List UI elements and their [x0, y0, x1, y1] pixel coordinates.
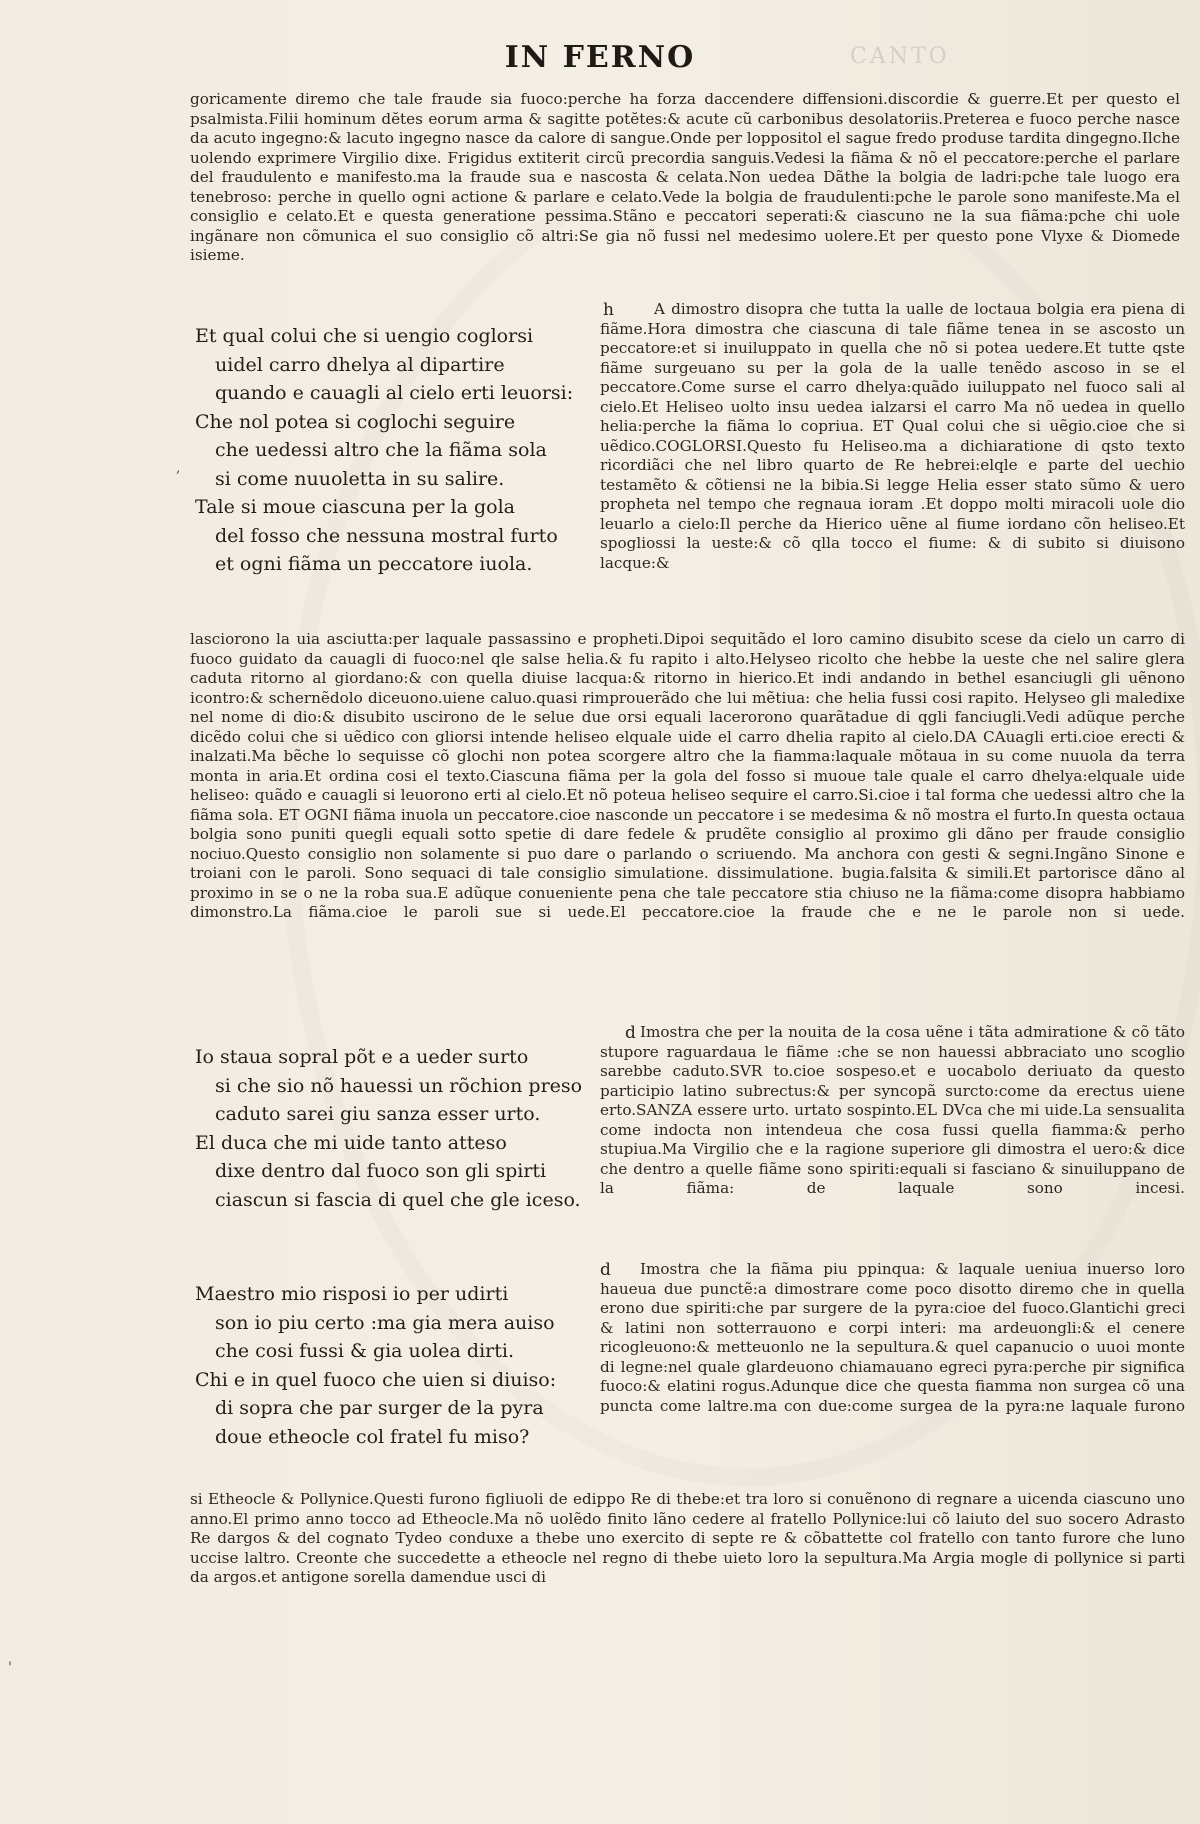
verse-line: si che sio nõ hauessi un rõchion preso: [215, 1074, 583, 1097]
verse-line: Et qual colui che si uengio coglorsi: [195, 325, 534, 347]
verse-line: Che nol potea si coglochi seguire: [195, 410, 516, 433]
verse-block-1: [195, 322, 595, 579]
verse-line: si come nuuoletta in su salire.: [215, 467, 505, 490]
verse-line: che uedessi altro che la fiãma sola: [215, 439, 547, 461]
verse-block-3: [195, 1280, 595, 1451]
verse-block-2: [195, 1043, 595, 1214]
verse-line: ciascun si fascia di quel che gle iceso.: [215, 1188, 581, 1211]
verse-line: doue etheocle col fratel fu miso?: [215, 1425, 530, 1448]
commentary-marker: h: [603, 300, 614, 320]
verse-line: Maestro mio risposi io per udirti: [195, 1283, 509, 1305]
commentary-full-2: si Etheocle & Pollynice.Questi furono figliuoli de edippo Re di thebe:et tra loro si conuẽnono di regnare a uicenda ciascuno uno anno.El primo anno tocco ad Etheocle.Ma nõ uolẽdo finito lãno cedere al fratello Pollynice:lui cõ laiuto del suo socero Adrasto Re dargos & del cognato Tydeo conduxe a thebe uno exercito di septe re & cõbattette col fratello con tanto furore che luno uccise laltro. Creonte che succedette a etheocle nel regno di thebe uieto loro la sepultura.Ma Argia mogle di pollynice si parti da argos.et antigone sorella damendue usci di: [190, 1490, 1185, 1586]
commentary-right-3: Imostra che la fiãma piu ppinqua: & laquale ueniua inuerso loro haueua due punctẽ:a dimostrare come poco disotto diremo che in quella erono due spiriti:che par surgere de la pyra:cioe del fuoco.Glantichi greci & latini non sotterrauono e corpi interi: ma ardeuongli:& el cenere ricogleuono:& metteuonlo ne la sepultura.& quel capanucio o uuoi monte di legne:nel quale glardeuono chiamauano egreci pyra:perche pir significa fuoco:& elatini rogus.Adunque dice che questa fiamma non surgea cõ una puncta come laltre.ma con due:come surgea de la pyra:ne laquale furono: [600, 1260, 1185, 1415]
commentary-top: goricamente diremo che tale fraude sia fuoco:perche ha forza daccendere diffensioni.discordie & guerre.Et per questo el psalmista.Filii hominum dĕtes eorum arma & sagitte potĕtes:& acute cũ carbonibus desolatoriis.Preterea e fuoco perche nasce da acuto ingegno:& lacuto ingegno nasce da calore di sangue.Onde per loppositol el sague fredo produse tardita dingegno.Ilche uolendo exprimere Virgilio dixe. Frigidus extiterit circũ precordia sanguis.Vedesi la fiãma & nõ el peccatore:perche el parlare del fraudulento e manifesto.ma la fraude sua e nascosta & celata.Non uedea Dãthe la bolgia de ladri:pche tale luogo era tenebroso: perche in quello ogni actione & parlare e celato.Vede la bolgia de fraudulenti:pche le parole sono manifeste.Ma el consiglio e celato.Et e questa generatione pessima.Stãno e peccatori seperati:& ciascuno ne la sua fiãma:pche chi uole ingãnare non cõmunica el suo consiglio cõ altri:Se gia nõ fussi nel medesimo uolere.Et per questo pone Vlyxe & Diomede isieme.: [190, 90, 1180, 264]
verse-line: Chi e in quel fuoco che uien si diuiso:: [195, 1368, 557, 1391]
commentary-right-2: Imostra che per la nouita de la cosa uẽne i tãta admiratione & cõ tãto stupore raguardaua le fiãme :che se non hauessi abbraciato uno scoglio sarebbe caduto.SVR to.cioe sospeso.et e uocabolo deriuato da questo participio latino subrectus:& per syncopã surcto:come da erectus uiene erto.SANZA essere urto. urtato sospinto.EL DVca che mi uide.La sensualita come indocta non intendeua che cosa fussi quella fiamma:& perho stupiua.Ma Virgilio che e la ragione superiore gli dimostra el uero:& dice che dentro a quelle fiãme sono spiriti:equali si fasciano & sinuiluppano de la fiãma: de laquale sono incesi.: [600, 1023, 1185, 1197]
margin-tick: ,: [176, 460, 181, 476]
verse-line: caduto sarei giu sanza esser urto.: [215, 1103, 541, 1125]
commentary-marker: d: [600, 1260, 611, 1280]
commentary-full-1: lasciorono la uia asciutta:per laquale passassino e propheti.Dipoi sequitãdo el loro camino disubito scese da cielo un carro di fuoco guidato da cauagli di fuoco:nel qle salse helia.& fu rapito i alto.Helyseo ricolto che hebbe la ueste che nel salire glera caduta ritorno al giordano:& con quella diuise lacqua:& ritorno in hierico.Et indi andando in bethel esanciugli gli uẽnono icontro:& schernẽdolo diceuono.uiene caluo.quasi rimprouerãdo che lui mẽtiua: che helia fussi cosi rapito. Helyseo gli maledixe nel nome di dio:& disubito uscirono de le selue due orsi equali lacerorono quarãtadue di qgli fanciugli.Vedi adũque perche dicẽdo colui che si uẽdico con gliorsi intende heliseo elquale uide el carro dhelia rapito al cielo.DA CAuagli erti.cioe erecti & inalzati.Ma bẽche lo sequisse cõ glochi non potea scorgere altro che la fiamma:laquale mõtaua in su come nuuola da terra monta in aria.Et ordina cosi el texto.Ciascuna fiãma per la gola del fosso si muoue tale quale el carro dhelya:elquale uide heliseo: quãdo e cauagli si leuorono erti al cielo.Et nõ poteua heliseo sequire el carro.Si.cioe i tal forma che uedessi altro che la fiãma sola. ET OGNI fiãma inuola un peccatore.cioe nasconde un peccatore i se medesima & nõ mostra el furto.In questa octaua bolgia sono puniti quegli equali sotto spetie di dare fedele & prudẽte consiglio al proximo gli dãno per fraude consiglio nociuo.Questo consiglio non solamente si puo dare o parlando o scriuendo. Ma anchora con gesti & segni.Ingãno Sinone e troiani con le paroli. Sono sequaci di tale consiglio simulatione. dissimulatione. bugia.falsita & simili.Et partorisce dãno al proximo in se o ne la roba sua.E adũque conueniente pena che tale peccatore stia chiuso ne la fiãma:come disopra habbiamo dimonstro.La fiãma.cioe le paroli sue si uede.El peccatore.cioe la fraude che e ne le parole non si uede.: [190, 630, 1185, 921]
verse-line: Tale si moue ciascuna per la gola: [195, 496, 515, 518]
verse-line: del fosso che nessuna mostral furto: [215, 524, 558, 547]
commentary-right-1: A dimostro disopra che tutta la ualle de loctaua bolgia era piena di fiãme.Hora dimostra che ciascuna di tale fiãme tenea in se ascosto un peccatore:et si inuiluppato in quella che nõ si potea uedere.Et tutte qste fiãme surgeuano su per la gola de la ualle tenẽdo ascoso in se el peccatore.Come surse el carro dhelya:quãdo iuiluppato nel fuoco sali al cielo.Et Heliseo uolto insu uedea ialzarsi el carro Ma nõ uedea in quello helia:perche la fiãma lo copriua. ET Qual colui che si uẽgio.cioe che si uẽdico.COGLORSI.Questo fu Heliseo.ma a dichiaratione di qsto texto ricordiãci che nel libro quarto de Re hebrei:elqle e parte del uechio testamẽto & cõtiensi ne la bibia.Si legge Helia esser stato sũmo & uero propheta nel tempo che regnaua ioram .Et doppo molti miracoli uole dio leuarlo a cielo:Il perche da Hierico uẽne al fiume iordano cõn heliseo.Et spogliossi la ueste:& cõ qlla tocco el fiume: & di subito si diuisono lacque:&: [600, 300, 1185, 572]
verse-line: dixe dentro dal fuoco son gli spirti: [215, 1160, 547, 1182]
verse-line: uidel carro dhelya al dipartire: [215, 353, 505, 376]
verse-line: El duca che mi uide tanto atteso: [195, 1131, 507, 1154]
bleed-through-heading: CANTO: [850, 44, 950, 69]
verse-line: son io piu certo :ma gia mera auiso: [215, 1311, 555, 1334]
commentary-marker: d: [625, 1023, 636, 1043]
verse-line: di sopra che par surger de la pyra: [215, 1397, 544, 1419]
verse-line: che cosi fussi & gia uolea dirti.: [215, 1340, 514, 1362]
running-head: IN FERNO: [504, 40, 696, 75]
margin-tick: ': [8, 1660, 12, 1676]
verse-line: et ogni fiãma un peccatore iuola.: [215, 553, 533, 575]
verse-line: quando e cauagli al cielo erti leuorsi:: [215, 382, 574, 404]
verse-line: Io staua sopral põt e a ueder surto: [195, 1046, 529, 1068]
